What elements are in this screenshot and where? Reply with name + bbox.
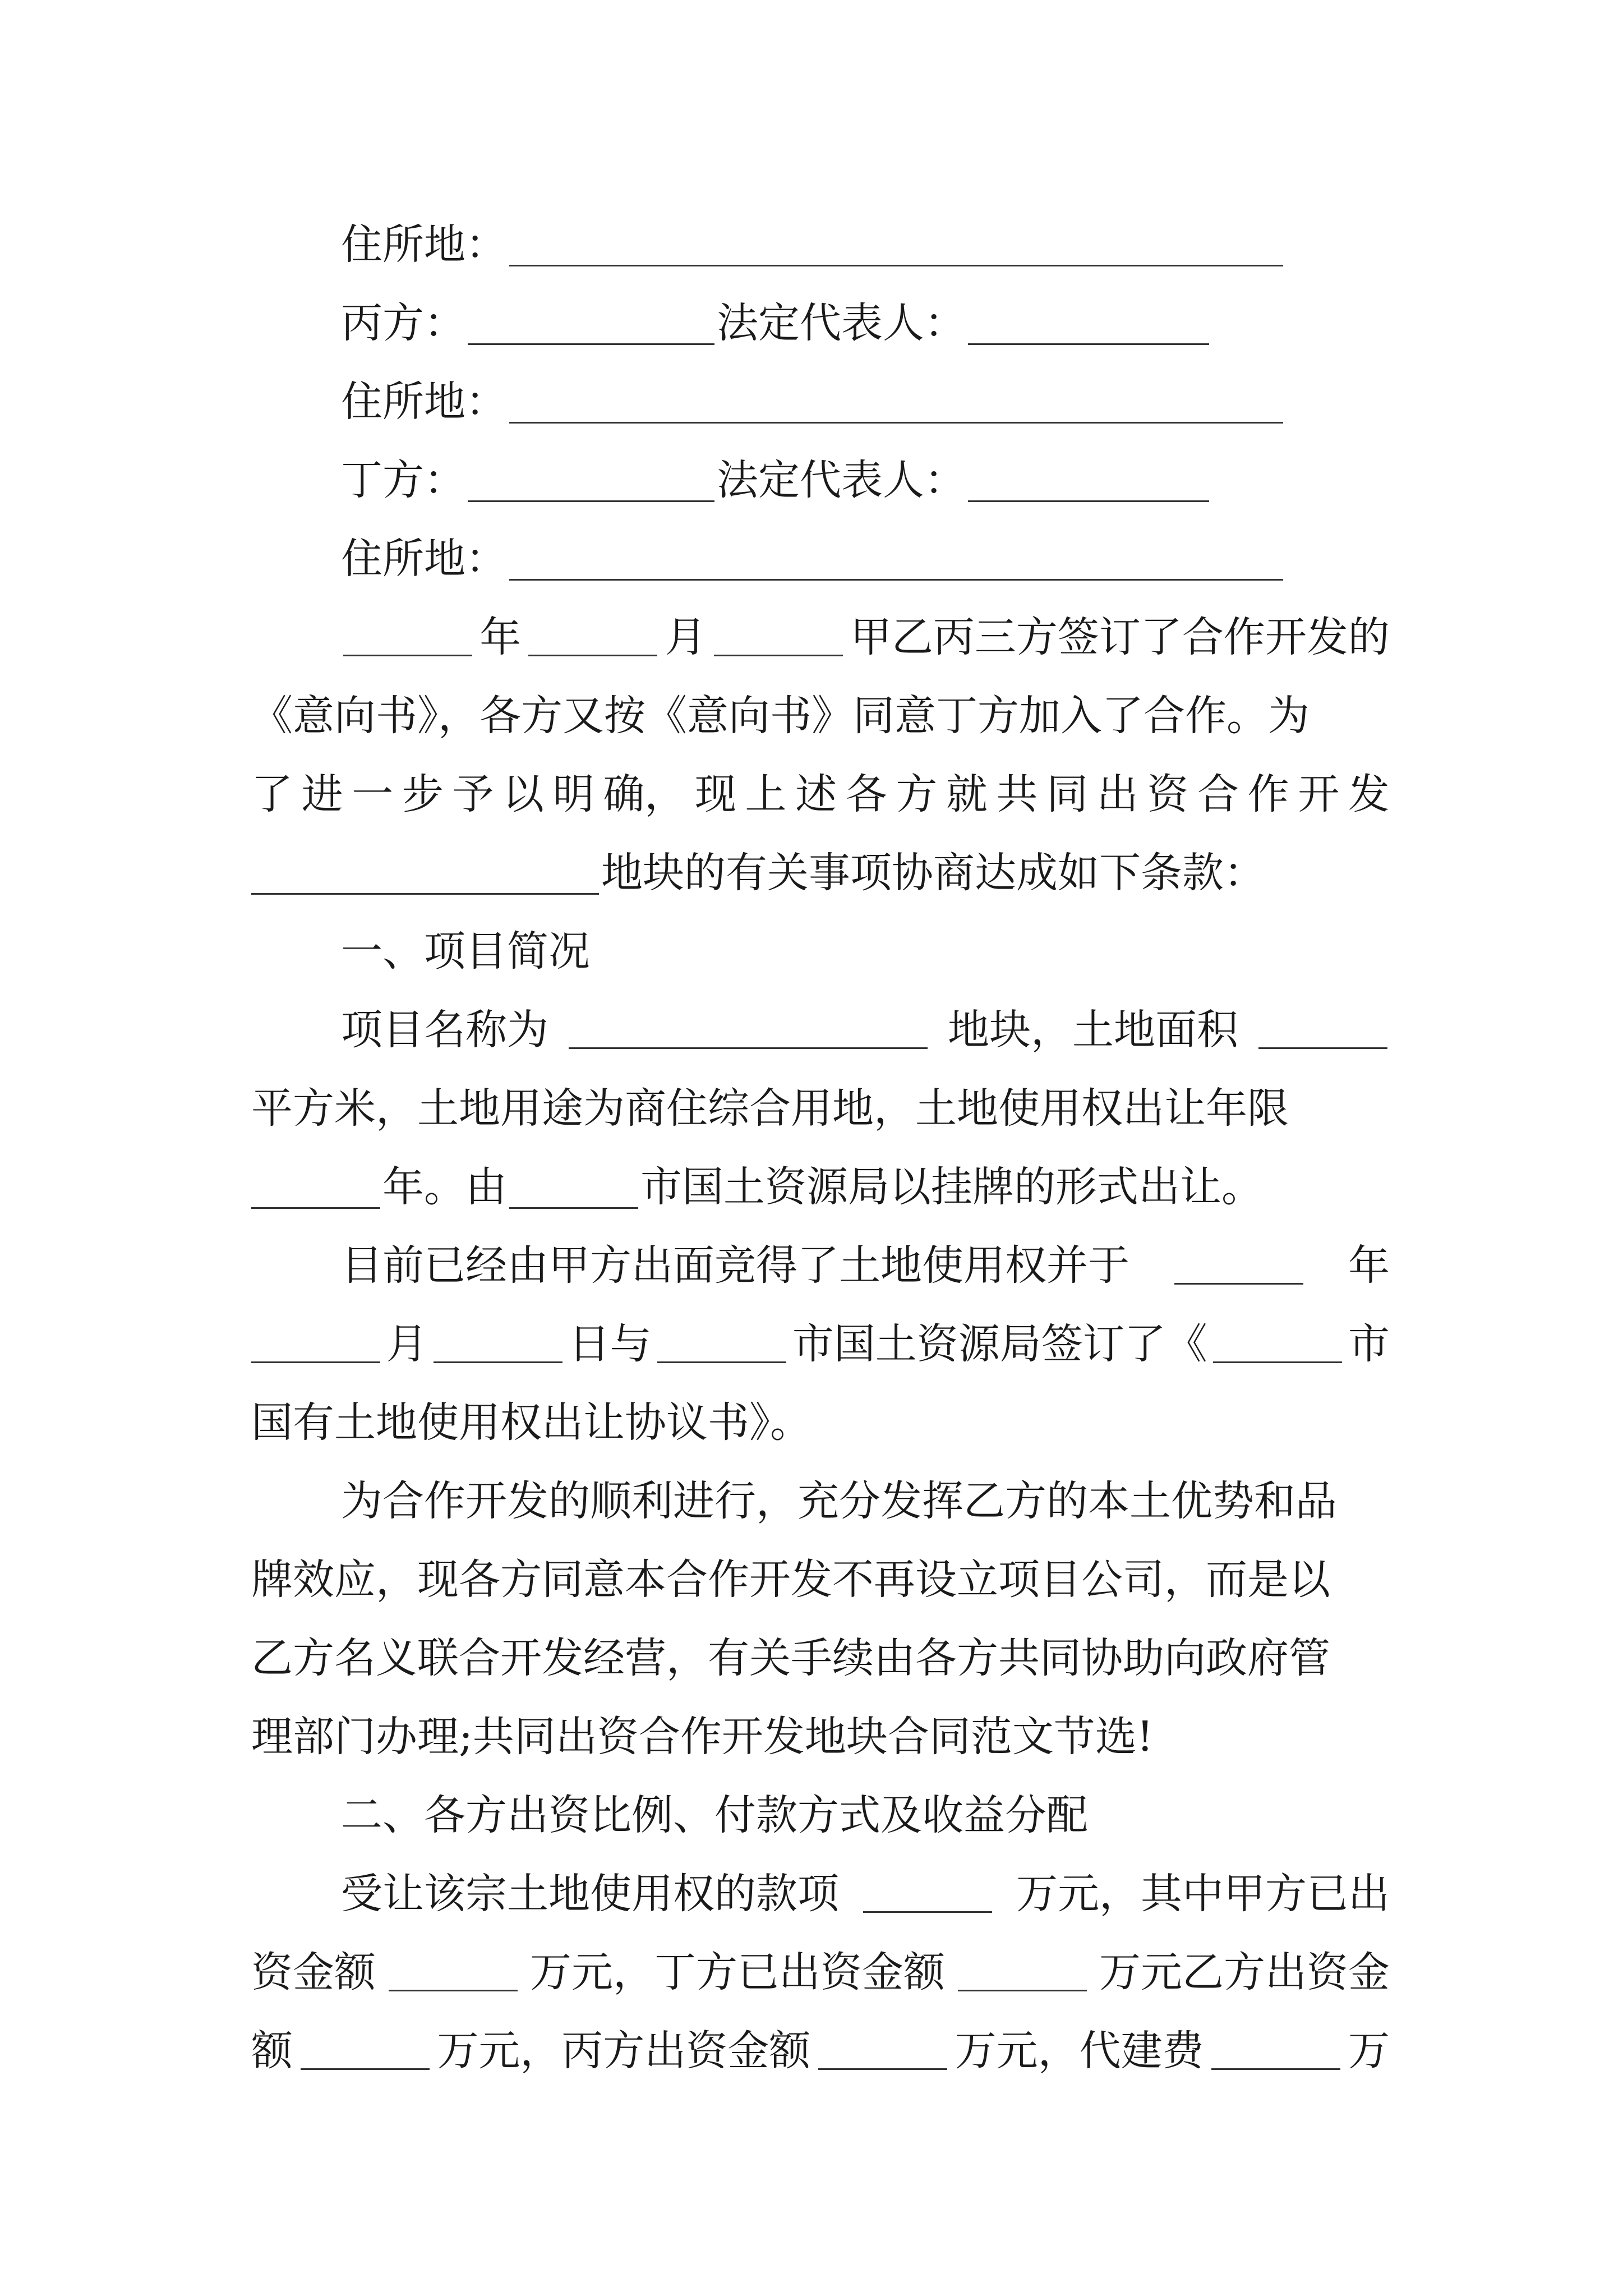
sign-city-blank — [657, 1326, 786, 1363]
s1-p3-line-2-text: 牌效应，现各方同意本合作开发不再设立项目公司，而是以 — [251, 1556, 1330, 1604]
intro-line-1-text: 甲乙丙三方签订了合作开发的 — [850, 613, 1390, 661]
residence-blank — [509, 543, 1283, 581]
month-blank — [528, 619, 657, 656]
s1-p1-line-3-text: 市国土资源局以挂牌的形式出让。 — [640, 1163, 1263, 1211]
s1-p3-line-1 — [251, 1467, 1390, 1535]
party-c-line — [251, 289, 1390, 357]
residence-line-2 — [251, 368, 1390, 435]
total-payment-blank — [863, 1875, 992, 1913]
intro-char: 开 — [1298, 770, 1340, 818]
intro-char: 以 — [502, 770, 545, 818]
legal-rep-blank — [968, 464, 1209, 502]
party-c-label: 丙方： — [341, 299, 465, 347]
residence-blank — [509, 229, 1283, 266]
intro-line-1 — [251, 604, 1390, 671]
intro-char: 进 — [301, 770, 343, 818]
project-name-label: 项目名称为 — [341, 1006, 548, 1054]
s2-line-2-text-b: 万元，丁方已出资金额 — [530, 1948, 945, 1996]
sign-year-blank — [1174, 1247, 1303, 1285]
intro-line-2 — [251, 682, 1390, 749]
agreement-city-blank — [1213, 1326, 1342, 1363]
party-d-line — [251, 447, 1390, 514]
intro-line-3 — [251, 761, 1390, 828]
intro-char: 方 — [896, 770, 938, 818]
s2-line-1 — [251, 1860, 1390, 1927]
intro-char: 了 — [251, 770, 293, 818]
section-2-title — [251, 1782, 1390, 1849]
term-years-label: 年。由 — [382, 1163, 507, 1211]
residence-label: 住所地： — [341, 378, 507, 426]
day-blank — [714, 619, 843, 656]
party-a-amount-blank — [389, 1954, 518, 1991]
project-name-blank — [569, 1011, 928, 1049]
legal-rep-blank — [968, 307, 1209, 345]
s1-p1-line-2 — [251, 1075, 1390, 1142]
s1-p2-line-1-text: 目前已经由甲方出面竞得了土地使用权并于 — [341, 1241, 1129, 1290]
party-d-label: 丁方： — [341, 456, 465, 504]
residence-blank — [509, 386, 1283, 424]
s2-line-3-text-c: 万元，代建费 — [955, 2027, 1204, 2075]
land-area-blank — [1258, 1011, 1387, 1049]
intro-line-4-text: 地块的有关事项协商达成如下条款： — [601, 849, 1265, 897]
residence-line-3 — [251, 525, 1390, 592]
s1-p2-line-2-text: 市国土资源局签订了《 — [792, 1320, 1207, 1368]
intro-char: 出 — [1096, 770, 1138, 818]
intro-char: 确， — [603, 770, 686, 818]
sign-day-blank — [434, 1326, 562, 1363]
residence-label: 住所地： — [341, 220, 507, 269]
term-years-blank — [251, 1171, 380, 1209]
s2-line-1-text-a: 受让该宗土地使用权的款项 — [341, 1870, 839, 1918]
intro-line-2-text: 《意向书》，各方又按《意向书》同意丁方加入了合作。为 — [251, 692, 1310, 740]
sign-month-label: 月 — [386, 1320, 428, 1368]
s2-line-2-text-a: 资金额 — [251, 1948, 376, 1996]
s1-p3-line-2 — [251, 1546, 1390, 1613]
section-1-title-text: 一、项目简况 — [341, 927, 590, 976]
s1-p2-line-3 — [251, 1389, 1390, 1456]
s1-p1-line-2-text: 平方米，土地用途为商住综合用地，土地使用权出让年限 — [251, 1084, 1289, 1133]
year-blank — [343, 619, 472, 656]
s1-p1-line-3 — [251, 1153, 1390, 1221]
intro-char: 发 — [1348, 770, 1390, 818]
intro-char: 共 — [996, 770, 1038, 818]
s1-p3-line-4 — [251, 1703, 1390, 1770]
s2-line-2 — [251, 1939, 1390, 2006]
party-c-blank — [468, 307, 714, 345]
s2-line-3-text-d: 万 — [1348, 2027, 1390, 2075]
intro-char: 予 — [452, 770, 494, 818]
s2-line-3-text-a: 额 — [251, 2027, 293, 2075]
s1-p3-line-1-text: 为合作开发的顺利进行，充分发挥乙方的本土优势和品 — [341, 1477, 1337, 1525]
s1-p1-line-1 — [251, 996, 1390, 1064]
intro-char: 现 — [694, 770, 736, 818]
section-2-title-text: 二、各方出资比例、付款方式及收益分配 — [341, 1791, 1088, 1839]
residence-label: 住所地： — [341, 535, 507, 583]
party-c-amount-blank — [818, 2032, 947, 2070]
intro-char: 明 — [552, 770, 594, 818]
intro-char: 就 — [946, 770, 988, 818]
land-area-label: 地块，土地面积 — [948, 1006, 1238, 1054]
intro-char: 资 — [1147, 770, 1189, 818]
plot-name-blank — [251, 857, 599, 895]
section-1-title — [251, 918, 1390, 985]
intro-char: 上 — [745, 770, 787, 818]
city-blank — [509, 1171, 638, 1209]
sign-day-label: 日与 — [568, 1320, 652, 1368]
month-label: 月 — [665, 613, 707, 661]
s1-p3-line-3 — [251, 1625, 1390, 1692]
agreement-city-label: 市 — [1348, 1320, 1390, 1368]
residence-line-1 — [251, 211, 1390, 278]
intro-char: 一 — [352, 770, 394, 818]
s2-line-3-text-b: 万元，丙方出资金额 — [437, 2027, 811, 2075]
s1-p2-line-2 — [251, 1310, 1390, 1378]
party-d-amount-blank — [958, 1954, 1087, 1991]
legal-rep-label: 法定代表人： — [717, 299, 966, 347]
intro-line-4 — [251, 839, 1390, 907]
intro-char: 同 — [1046, 770, 1089, 818]
s2-line-2-text-c: 万元乙方出资金 — [1099, 1948, 1390, 1996]
sign-month-blank — [251, 1326, 380, 1363]
party-b-amount-blank — [301, 2032, 430, 2070]
intro-char: 各 — [845, 770, 887, 818]
intro-char: 合 — [1197, 770, 1239, 818]
intro-char: 作 — [1247, 770, 1289, 818]
intro-char: 述 — [795, 770, 837, 818]
year-label: 年 — [479, 613, 522, 661]
party-d-blank — [468, 464, 714, 502]
construction-fee-blank — [1211, 2032, 1340, 2070]
sign-year-label: 年 — [1348, 1241, 1390, 1290]
s1-p3-line-3-text: 乙方名义联合开发经营，有关手续由各方共同协助向政府管 — [251, 1634, 1330, 1682]
s1-p2-line-3-text: 国有土地使用权出让协议书》。 — [251, 1398, 811, 1447]
legal-rep-label: 法定代表人： — [717, 456, 966, 504]
intro-char: 步 — [402, 770, 444, 818]
s2-line-3 — [251, 2017, 1390, 2085]
s1-p3-line-4-text: 理部门办理;共同出资合作开发地块合同范文节选! — [251, 1713, 1154, 1761]
s1-p2-line-1 — [251, 1232, 1390, 1299]
s2-line-1-text-b: 万元，其中甲方已出 — [1016, 1870, 1390, 1918]
